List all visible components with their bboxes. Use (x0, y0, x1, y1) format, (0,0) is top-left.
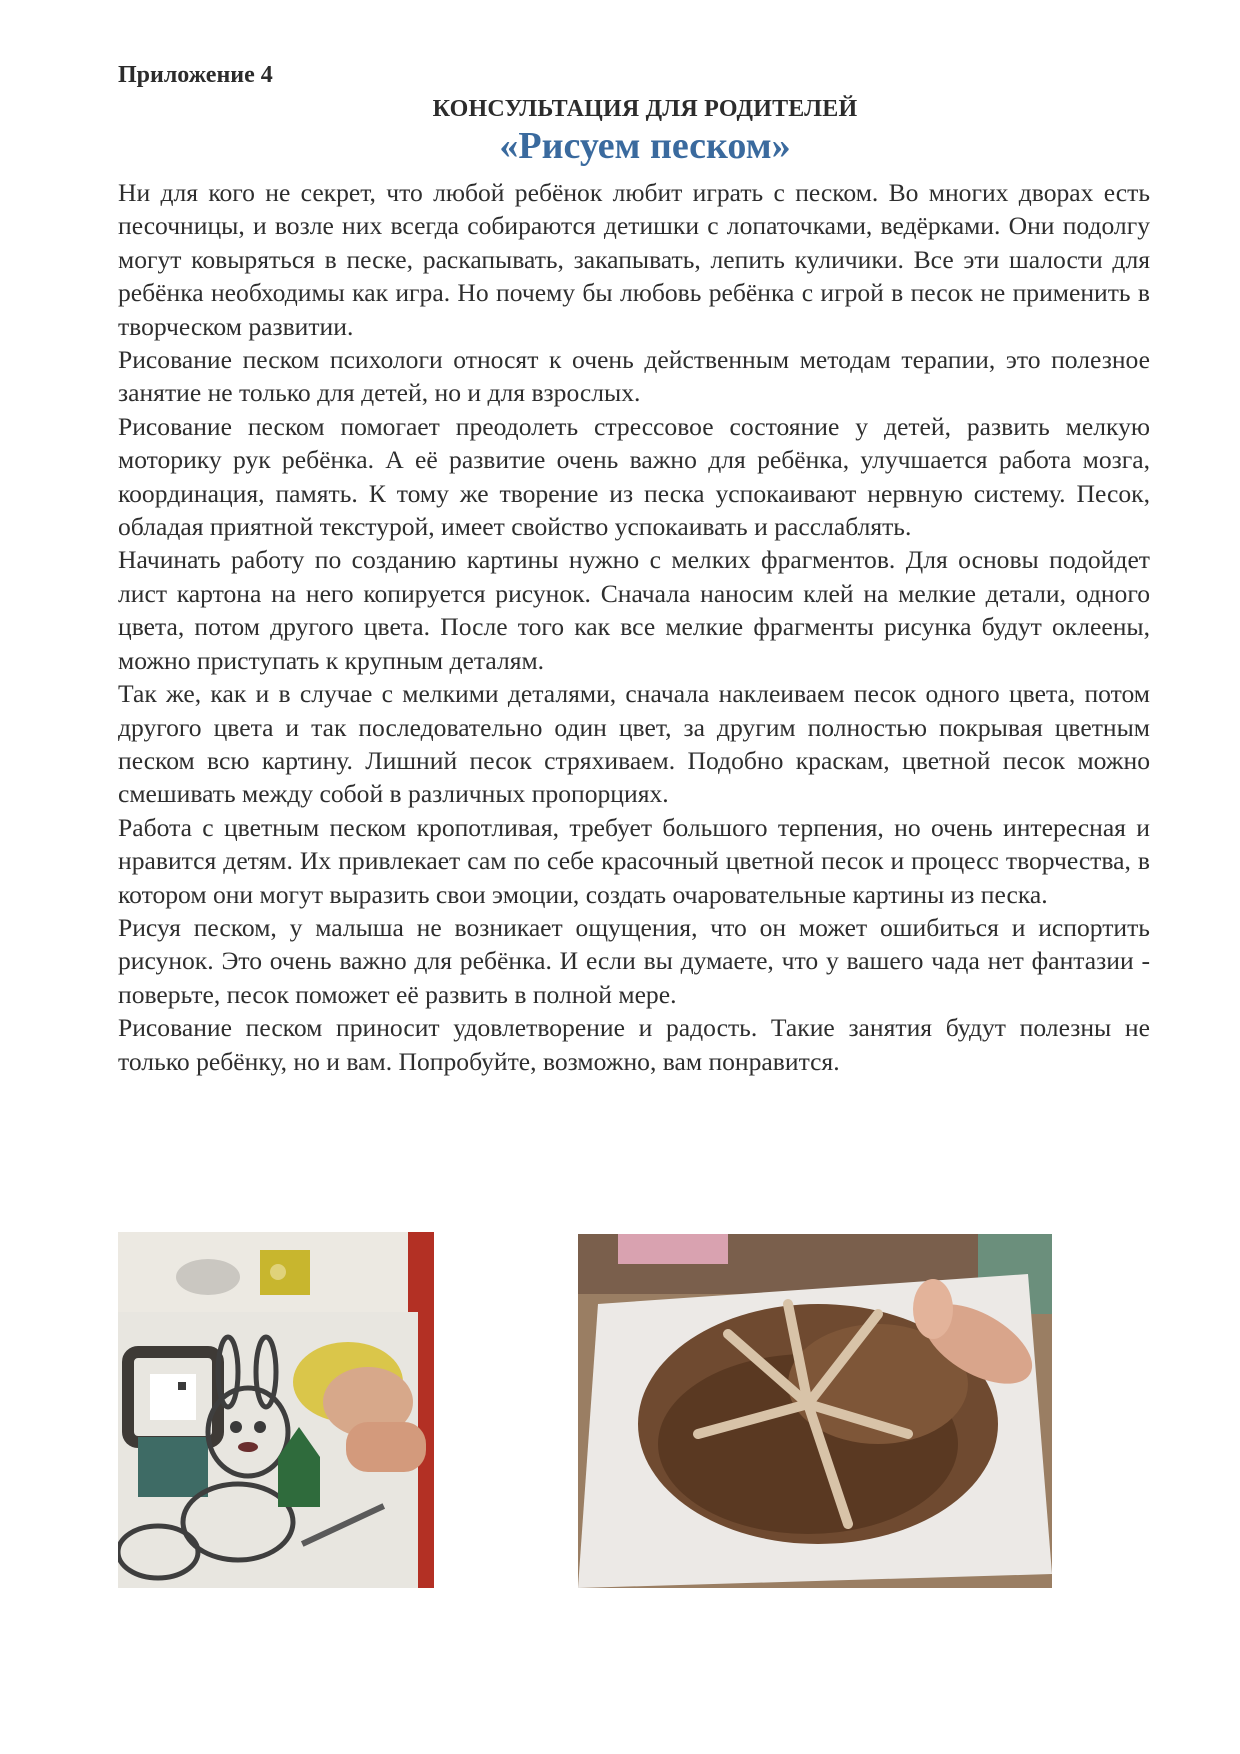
paragraph: Рисование песком психологи относят к очень действенным методам терапии, это полезное занятие не только для детей, но и для взрослых. (118, 345, 1150, 408)
article-body (118, 176, 1150, 1078)
paragraph: Ни для кого не секрет, что любой ребёнок любит играть с песком. Во многих дворах есть песочницы, и возле них всегда собираются детишки с лопаточками, ведёрками. Они подолгу могут ковыряться в песке, раскапывать, закапывать, лепить куличики. Все эти шалости для ребёнка необходимы как игра. Но почему бы любовь ребёнка с игрой в песок не применить в творческом развитии. (118, 178, 1150, 341)
paragraph: Рисование песком помогает преодолеть стрессовое состояние у детей, развить мелкую моторику рук ребёнка. А её развитие очень важно для ребёнка, улучшается работа мозга, координация, память. К тому же творение из песка успокаивают нервную систему. Песок, обладая приятной текстурой, имеет свойство успокаивать и расслаблять. (118, 411, 1150, 542)
sand-drawing-photo (578, 1234, 1052, 1588)
page-title: «Рисуем песком» (499, 125, 791, 167)
sand-drawing-image (578, 1234, 1052, 1588)
paragraph: Так же, как и в случае с мелкими деталями, сначала наклеиваем песок одного цвета, потом другого цвета и так последовательно один цвет, за другим полностью покрывая цветным песком всю картину. Лишний песок стряхиваем. Подобно краскам, цветной песок можно смешивать между собой в различных пропорциях. (118, 679, 1150, 809)
consultation-heading: КОНСУЛЬТАЦИЯ ДЛЯ РОДИТЕЛЕЙ (432, 96, 858, 122)
appendix-label: Приложение 4 (118, 62, 273, 88)
paragraph: Начинать работу по созданию картины нужно с мелких фрагментов. Для основы подойдет лист картона на него копируется рисунок. Сначала наносим клей на мелкие детали, одного цвета, потом другого цвета. После того как все мелкие фрагменты рисунка будут оклеены, можно приступать к крупным деталям. (118, 545, 1150, 675)
bunny-sand-picture-image (118, 1232, 434, 1588)
bunny-sand-picture-photo (118, 1232, 434, 1588)
paragraph: Рисование песком приносит удовлетворение и радость. Такие занятия будут полезны не только ребёнку, но и вам. Попробуйте, возможно, вам понравится. (118, 1013, 1150, 1076)
paragraph: Работа с цветным песком кропотливая, требует большого терпения, но очень интересная и нравится детям. Их привлекает сам по себе красочный цветной песок и процесс творчества, в котором они могут выразить свои эмоции, создать очаровательные картины из песка. (118, 812, 1150, 909)
paragraph: Рисуя песком, у малыша не возникает ощущения, что он может ошибиться и испортить рисунок. Это очень важно для ребёнка. И если вы думаете, что у вашего чада нет фантазии - поверьте, песок поможет её развить в полной мере. (118, 912, 1150, 1009)
